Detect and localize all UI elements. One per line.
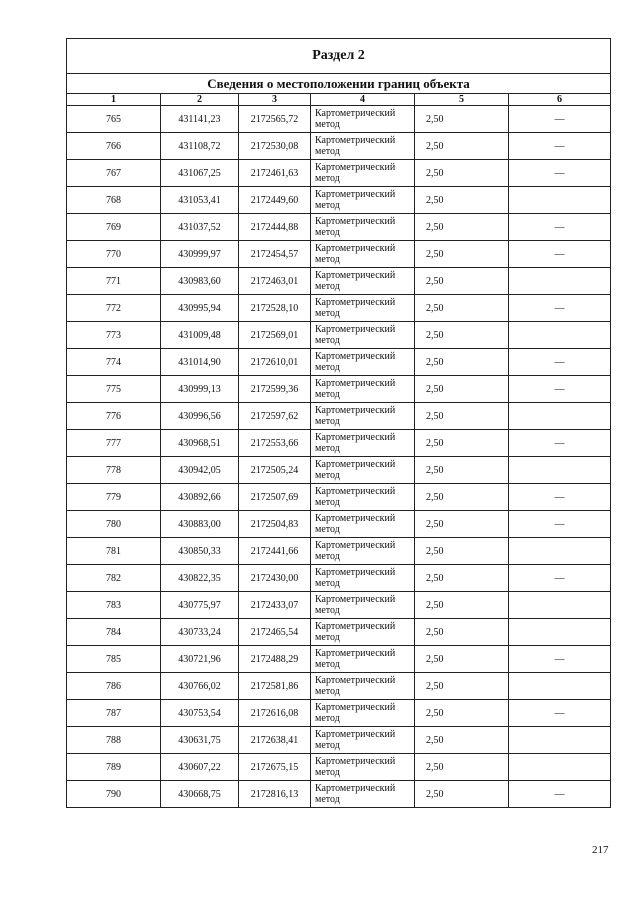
precision-cell: 2,50 (415, 241, 509, 268)
precision-cell: 2,50 (415, 160, 509, 187)
point-number-cell: 783 (67, 592, 161, 619)
point-number-cell: 789 (67, 754, 161, 781)
point-number-cell: 778 (67, 457, 161, 484)
precision-cell: 2,50 (415, 268, 509, 295)
x-coordinate-cell: 430999,97 (161, 241, 239, 268)
point-number-cell: 788 (67, 727, 161, 754)
point-number-cell: 786 (67, 673, 161, 700)
method-cell: Картометрический метод (311, 349, 415, 376)
precision-cell: 2,50 (415, 511, 509, 538)
note-cell (509, 592, 611, 619)
point-number-cell: 780 (67, 511, 161, 538)
x-coordinate-cell: 430822,35 (161, 565, 239, 592)
table-row (67, 592, 611, 619)
x-coordinate-cell: 430631,75 (161, 727, 239, 754)
boundary-table (66, 38, 611, 808)
point-number-cell: 787 (67, 700, 161, 727)
method-cell: Картометрический метод (311, 484, 415, 511)
table-subtitle: Сведения о местоположении границ объекта (67, 74, 611, 94)
method-cell: Картометрический метод (311, 322, 415, 349)
point-number-cell: 765 (67, 106, 161, 133)
y-coordinate-cell: 2172581,86 (239, 673, 311, 700)
point-number-cell: 782 (67, 565, 161, 592)
note-cell (509, 457, 611, 484)
point-number-cell: 784 (67, 619, 161, 646)
x-coordinate-cell: 430607,22 (161, 754, 239, 781)
table-row (67, 403, 611, 430)
note-cell: — (509, 241, 611, 268)
table-row (67, 673, 611, 700)
note-cell: — (509, 484, 611, 511)
note-cell (509, 754, 611, 781)
table-row (67, 511, 611, 538)
method-cell: Картометрический метод (311, 781, 415, 808)
method-cell: Картометрический метод (311, 619, 415, 646)
method-cell: Картометрический метод (311, 592, 415, 619)
y-coordinate-cell: 2172505,24 (239, 457, 311, 484)
note-cell: — (509, 430, 611, 457)
table-row (67, 565, 611, 592)
x-coordinate-cell: 430983,60 (161, 268, 239, 295)
point-number-cell: 770 (67, 241, 161, 268)
x-coordinate-cell: 430995,94 (161, 295, 239, 322)
precision-cell: 2,50 (415, 700, 509, 727)
table-row (67, 781, 611, 808)
table-row (67, 133, 611, 160)
method-cell: Картометрический метод (311, 106, 415, 133)
method-cell: Картометрический метод (311, 403, 415, 430)
x-coordinate-cell: 431014,90 (161, 349, 239, 376)
x-coordinate-cell: 430721,96 (161, 646, 239, 673)
y-coordinate-cell: 2172433,07 (239, 592, 311, 619)
table-row (67, 106, 611, 133)
precision-cell: 2,50 (415, 214, 509, 241)
x-coordinate-cell: 430753,54 (161, 700, 239, 727)
column-header: 6 (509, 94, 611, 106)
y-coordinate-cell: 2172565,72 (239, 106, 311, 133)
precision-cell: 2,50 (415, 376, 509, 403)
x-coordinate-cell: 430766,02 (161, 673, 239, 700)
y-coordinate-cell: 2172488,29 (239, 646, 311, 673)
y-coordinate-cell: 2172463,01 (239, 268, 311, 295)
section-title-row (67, 39, 611, 74)
note-cell (509, 727, 611, 754)
y-coordinate-cell: 2172441,66 (239, 538, 311, 565)
note-cell: — (509, 214, 611, 241)
point-number-cell: 790 (67, 781, 161, 808)
precision-cell: 2,50 (415, 619, 509, 646)
x-coordinate-cell: 430883,00 (161, 511, 239, 538)
note-cell: — (509, 160, 611, 187)
y-coordinate-cell: 2172816,13 (239, 781, 311, 808)
x-coordinate-cell: 430999,13 (161, 376, 239, 403)
table-row (67, 241, 611, 268)
note-cell (509, 403, 611, 430)
table-row (67, 727, 611, 754)
precision-cell: 2,50 (415, 565, 509, 592)
method-cell: Картометрический метод (311, 430, 415, 457)
note-cell: — (509, 781, 611, 808)
table-row (67, 457, 611, 484)
note-cell (509, 673, 611, 700)
y-coordinate-cell: 2172638,41 (239, 727, 311, 754)
y-coordinate-cell: 2172461,63 (239, 160, 311, 187)
precision-cell: 2,50 (415, 133, 509, 160)
x-coordinate-cell: 430775,97 (161, 592, 239, 619)
point-number-cell: 769 (67, 214, 161, 241)
table-row (67, 430, 611, 457)
table-row (67, 619, 611, 646)
x-coordinate-cell: 430996,56 (161, 403, 239, 430)
precision-cell: 2,50 (415, 538, 509, 565)
point-number-cell: 776 (67, 403, 161, 430)
x-coordinate-cell: 431037,52 (161, 214, 239, 241)
method-cell: Картометрический метод (311, 376, 415, 403)
method-cell: Картометрический метод (311, 511, 415, 538)
point-number-cell: 785 (67, 646, 161, 673)
precision-cell: 2,50 (415, 295, 509, 322)
method-cell: Картометрический метод (311, 214, 415, 241)
table-row (67, 322, 611, 349)
x-coordinate-cell: 431067,25 (161, 160, 239, 187)
note-cell (509, 322, 611, 349)
y-coordinate-cell: 2172599,36 (239, 376, 311, 403)
table-row (67, 349, 611, 376)
point-number-cell: 768 (67, 187, 161, 214)
precision-cell: 2,50 (415, 484, 509, 511)
table-row (67, 376, 611, 403)
y-coordinate-cell: 2172465,54 (239, 619, 311, 646)
note-cell: — (509, 376, 611, 403)
column-header: 2 (161, 94, 239, 106)
method-cell: Картометрический метод (311, 538, 415, 565)
column-header: 3 (239, 94, 311, 106)
precision-cell: 2,50 (415, 646, 509, 673)
column-header: 1 (67, 94, 161, 106)
method-cell: Картометрический метод (311, 295, 415, 322)
precision-cell: 2,50 (415, 322, 509, 349)
method-cell: Картометрический метод (311, 700, 415, 727)
document-frame (66, 38, 610, 808)
note-cell (509, 538, 611, 565)
x-coordinate-cell: 431053,41 (161, 187, 239, 214)
note-cell: — (509, 133, 611, 160)
precision-cell: 2,50 (415, 727, 509, 754)
x-coordinate-cell: 431141,23 (161, 106, 239, 133)
table-row (67, 268, 611, 295)
precision-cell: 2,50 (415, 349, 509, 376)
page-number: 217 (592, 844, 609, 856)
method-cell: Картометрический метод (311, 646, 415, 673)
method-cell: Картометрический метод (311, 727, 415, 754)
x-coordinate-cell: 431009,48 (161, 322, 239, 349)
y-coordinate-cell: 2172616,08 (239, 700, 311, 727)
point-number-cell: 775 (67, 376, 161, 403)
point-number-cell: 773 (67, 322, 161, 349)
column-header: 5 (415, 94, 509, 106)
x-coordinate-cell: 430892,66 (161, 484, 239, 511)
precision-cell: 2,50 (415, 403, 509, 430)
point-number-cell: 767 (67, 160, 161, 187)
method-cell: Картометрический метод (311, 133, 415, 160)
y-coordinate-cell: 2172528,10 (239, 295, 311, 322)
method-cell: Картометрический метод (311, 673, 415, 700)
x-coordinate-cell: 430942,05 (161, 457, 239, 484)
table-row (67, 538, 611, 565)
section-title: Раздел 2 (67, 39, 611, 74)
precision-cell: 2,50 (415, 457, 509, 484)
y-coordinate-cell: 2172530,08 (239, 133, 311, 160)
note-cell: — (509, 511, 611, 538)
precision-cell: 2,50 (415, 754, 509, 781)
y-coordinate-cell: 2172444,88 (239, 214, 311, 241)
note-cell: — (509, 700, 611, 727)
point-number-cell: 774 (67, 349, 161, 376)
table-row (67, 295, 611, 322)
precision-cell: 2,50 (415, 673, 509, 700)
precision-cell: 2,50 (415, 187, 509, 214)
note-cell (509, 619, 611, 646)
note-cell: — (509, 646, 611, 673)
point-number-cell: 777 (67, 430, 161, 457)
precision-cell: 2,50 (415, 592, 509, 619)
x-coordinate-cell: 430968,51 (161, 430, 239, 457)
note-cell (509, 187, 611, 214)
y-coordinate-cell: 2172449,60 (239, 187, 311, 214)
y-coordinate-cell: 2172569,01 (239, 322, 311, 349)
method-cell: Картометрический метод (311, 241, 415, 268)
note-cell (509, 268, 611, 295)
point-number-cell: 779 (67, 484, 161, 511)
x-coordinate-cell: 430668,75 (161, 781, 239, 808)
point-number-cell: 766 (67, 133, 161, 160)
method-cell: Картометрический метод (311, 457, 415, 484)
note-cell: — (509, 106, 611, 133)
y-coordinate-cell: 2172553,66 (239, 430, 311, 457)
method-cell: Картометрический метод (311, 754, 415, 781)
x-coordinate-cell: 430733,24 (161, 619, 239, 646)
precision-cell: 2,50 (415, 430, 509, 457)
table-row (67, 214, 611, 241)
y-coordinate-cell: 2172675,15 (239, 754, 311, 781)
column-header-row (67, 94, 611, 106)
table-row (67, 187, 611, 214)
method-cell: Картометрический метод (311, 565, 415, 592)
table-row (67, 160, 611, 187)
method-cell: Картометрический метод (311, 268, 415, 295)
y-coordinate-cell: 2172610,01 (239, 349, 311, 376)
table-row (67, 700, 611, 727)
y-coordinate-cell: 2172504,83 (239, 511, 311, 538)
point-number-cell: 771 (67, 268, 161, 295)
column-header: 4 (311, 94, 415, 106)
precision-cell: 2,50 (415, 781, 509, 808)
x-coordinate-cell: 430850,33 (161, 538, 239, 565)
point-number-cell: 781 (67, 538, 161, 565)
y-coordinate-cell: 2172454,57 (239, 241, 311, 268)
method-cell: Картометрический метод (311, 187, 415, 214)
table-row (67, 754, 611, 781)
subtitle-row (67, 74, 611, 94)
y-coordinate-cell: 2172430,00 (239, 565, 311, 592)
table-row (67, 484, 611, 511)
y-coordinate-cell: 2172507,69 (239, 484, 311, 511)
note-cell: — (509, 565, 611, 592)
table-row (67, 646, 611, 673)
note-cell: — (509, 295, 611, 322)
x-coordinate-cell: 431108,72 (161, 133, 239, 160)
note-cell: — (509, 349, 611, 376)
point-number-cell: 772 (67, 295, 161, 322)
y-coordinate-cell: 2172597,62 (239, 403, 311, 430)
method-cell: Картометрический метод (311, 160, 415, 187)
precision-cell: 2,50 (415, 106, 509, 133)
